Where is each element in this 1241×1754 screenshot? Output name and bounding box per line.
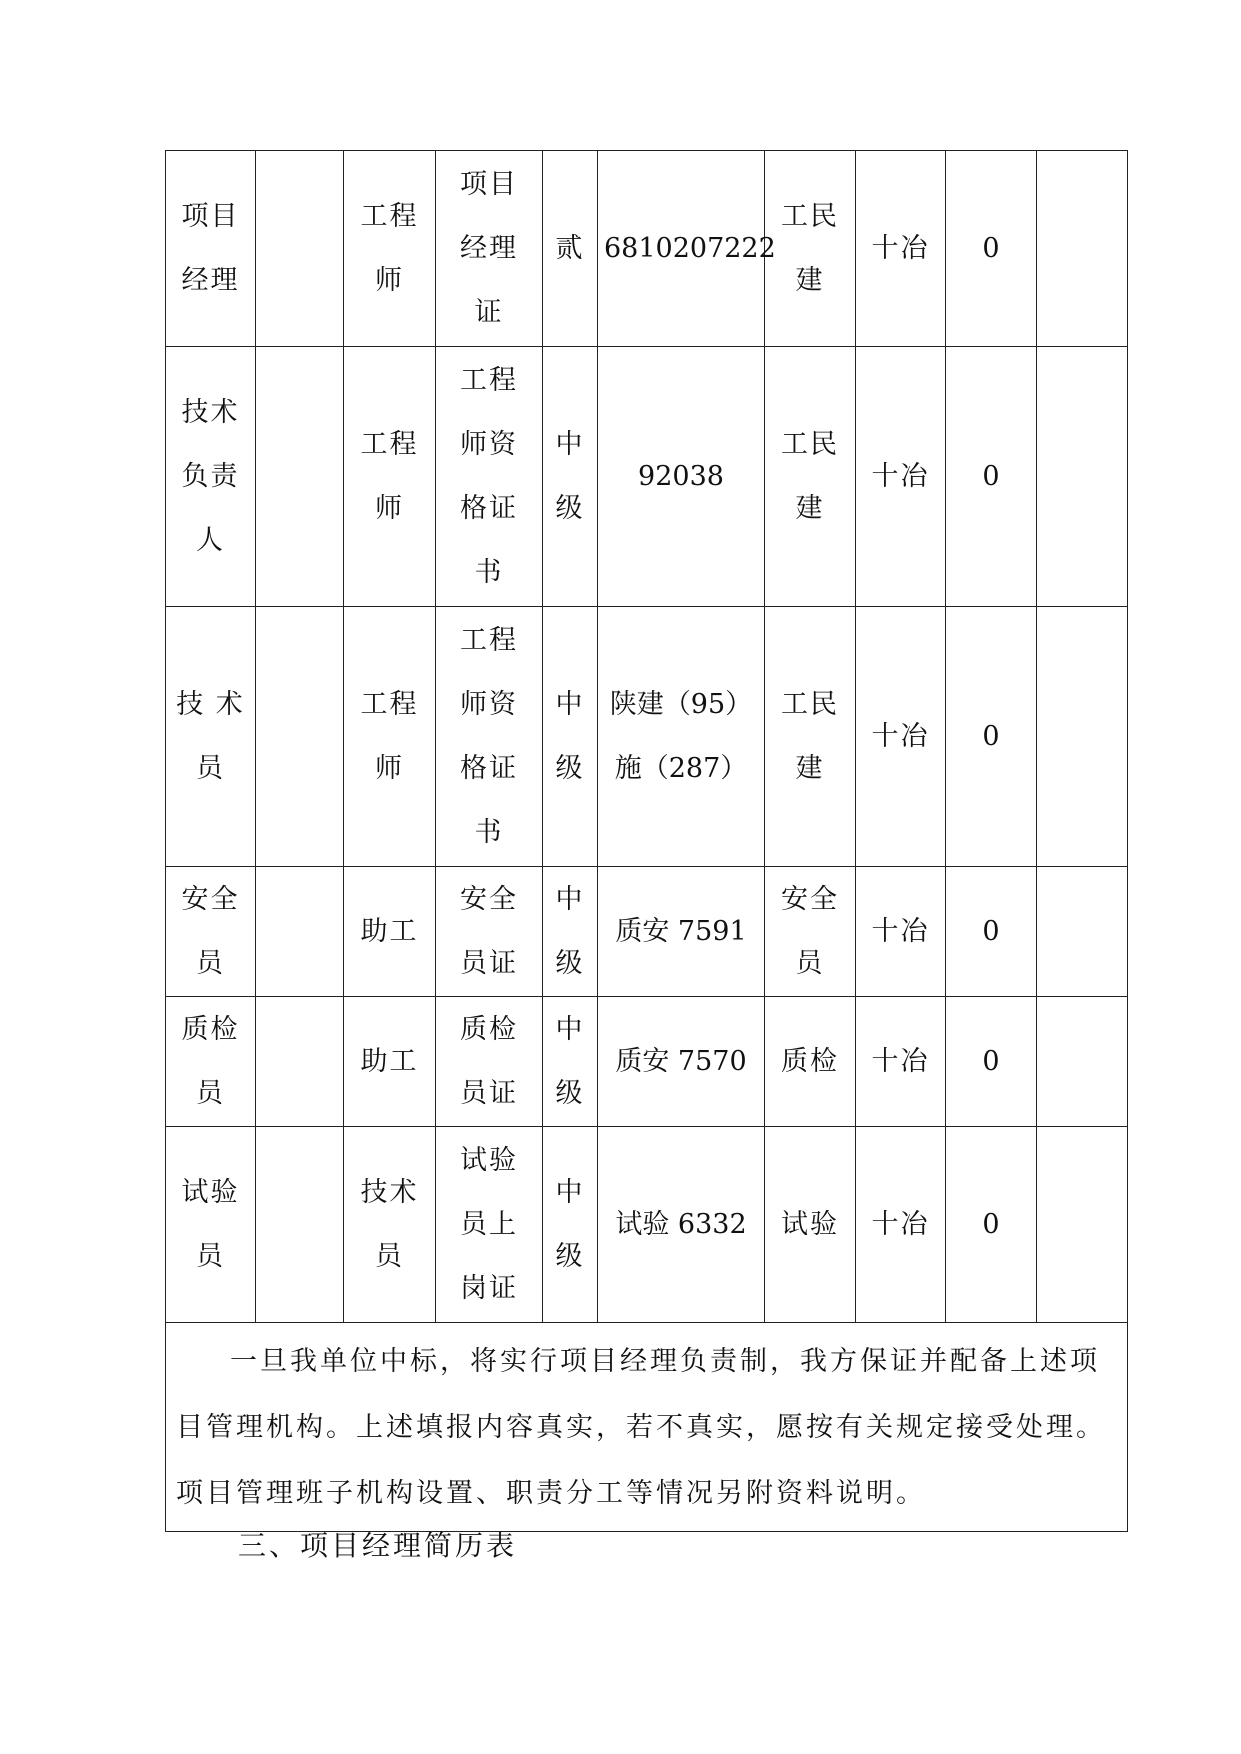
cell-remarks xyxy=(1037,347,1128,607)
cell-level: 中 级 xyxy=(543,1127,598,1323)
cell-count: 0 xyxy=(946,607,1037,867)
cell-certificate: 试验 员上 岗证 xyxy=(436,1127,543,1323)
cell-title: 助工 xyxy=(344,867,436,997)
cell-position: 项目 经理 xyxy=(166,151,256,347)
cell-level: 中 级 xyxy=(543,607,598,867)
table-row xyxy=(166,1127,1128,1323)
section-title: 三、项目经理简历表 xyxy=(238,1529,518,1562)
cell-cert-number: 试验 6332 xyxy=(598,1127,765,1323)
cell-unit: 十冶 xyxy=(856,1127,946,1323)
cell-unit: 十冶 xyxy=(856,347,946,607)
cell-unit: 十冶 xyxy=(856,997,946,1127)
cell-major: 工民 建 xyxy=(765,347,856,607)
note-cell xyxy=(166,1323,1128,1532)
cell-name xyxy=(256,347,344,607)
cell-certificate: 项目 经理 证 xyxy=(436,151,543,347)
table-row xyxy=(166,347,1128,607)
cell-unit: 十冶 xyxy=(856,867,946,997)
cell-cert-number: 陕建（95） 施（287） xyxy=(598,607,765,867)
cell-unit: 十冶 xyxy=(856,607,946,867)
cell-position: 技术 负责 人 xyxy=(166,347,256,607)
cell-cert-number: 6810207222 xyxy=(598,151,765,347)
cell-certificate: 工程 师资 格证 书 xyxy=(436,607,543,867)
cell-cert-number: 质安 7570 xyxy=(598,997,765,1127)
cell-count: 0 xyxy=(946,347,1037,607)
cell-remarks xyxy=(1037,151,1128,347)
table-row xyxy=(166,867,1128,997)
cell-major: 试验 xyxy=(765,1127,856,1323)
cell-title: 助工 xyxy=(344,997,436,1127)
cell-count: 0 xyxy=(946,1127,1037,1323)
cell-level: 中 级 xyxy=(543,867,598,997)
cell-name xyxy=(256,1127,344,1323)
table-row xyxy=(166,607,1128,867)
cell-level: 中 级 xyxy=(543,347,598,607)
cell-remarks xyxy=(1037,607,1128,867)
cell-remarks xyxy=(1037,867,1128,997)
cell-position: 安全 员 xyxy=(166,867,256,997)
cell-title: 工程 师 xyxy=(344,607,436,867)
cell-unit: 十冶 xyxy=(856,151,946,347)
cell-certificate: 工程 师资 格证 书 xyxy=(436,347,543,607)
cell-remarks xyxy=(1037,1127,1128,1323)
cell-major: 工民 建 xyxy=(765,607,856,867)
cell-position: 技 术 员 xyxy=(166,607,256,867)
cell-cert-number: 92038 xyxy=(598,347,765,607)
cell-position: 试验 员 xyxy=(166,1127,256,1323)
cell-name xyxy=(256,997,344,1127)
cell-count: 0 xyxy=(946,151,1037,347)
cell-count: 0 xyxy=(946,997,1037,1127)
cell-title: 技术 员 xyxy=(344,1127,436,1323)
note-text: 一旦我单位中标，将实行项目经理负责制，我方保证并配备上述项目管理机构。上述填报内容真实，若不真实，愿按有关规定接受处理。项目管理班子机构设置、职责分工等情况另附资料说明。 xyxy=(176,1346,1106,1509)
cell-remarks xyxy=(1037,997,1128,1127)
cell-position: 质检 员 xyxy=(166,997,256,1127)
cell-title: 工程 师 xyxy=(344,151,436,347)
cell-major: 安全 员 xyxy=(765,867,856,997)
cell-cert-number: 质安 7591 xyxy=(598,867,765,997)
cell-major: 质检 xyxy=(765,997,856,1127)
cell-name xyxy=(256,867,344,997)
cell-level: 贰 xyxy=(543,151,598,347)
cell-name xyxy=(256,607,344,867)
table-row xyxy=(166,151,1128,347)
cell-title: 工程 师 xyxy=(344,347,436,607)
cell-name xyxy=(256,151,344,347)
staff-table xyxy=(165,150,1128,1532)
cell-count: 0 xyxy=(946,867,1037,997)
cell-level: 中 级 xyxy=(543,997,598,1127)
cell-certificate: 质检 员证 xyxy=(436,997,543,1127)
cell-certificate: 安全 员证 xyxy=(436,867,543,997)
table-row xyxy=(166,997,1128,1127)
note-row xyxy=(166,1323,1128,1532)
cell-major: 工民 建 xyxy=(765,151,856,347)
